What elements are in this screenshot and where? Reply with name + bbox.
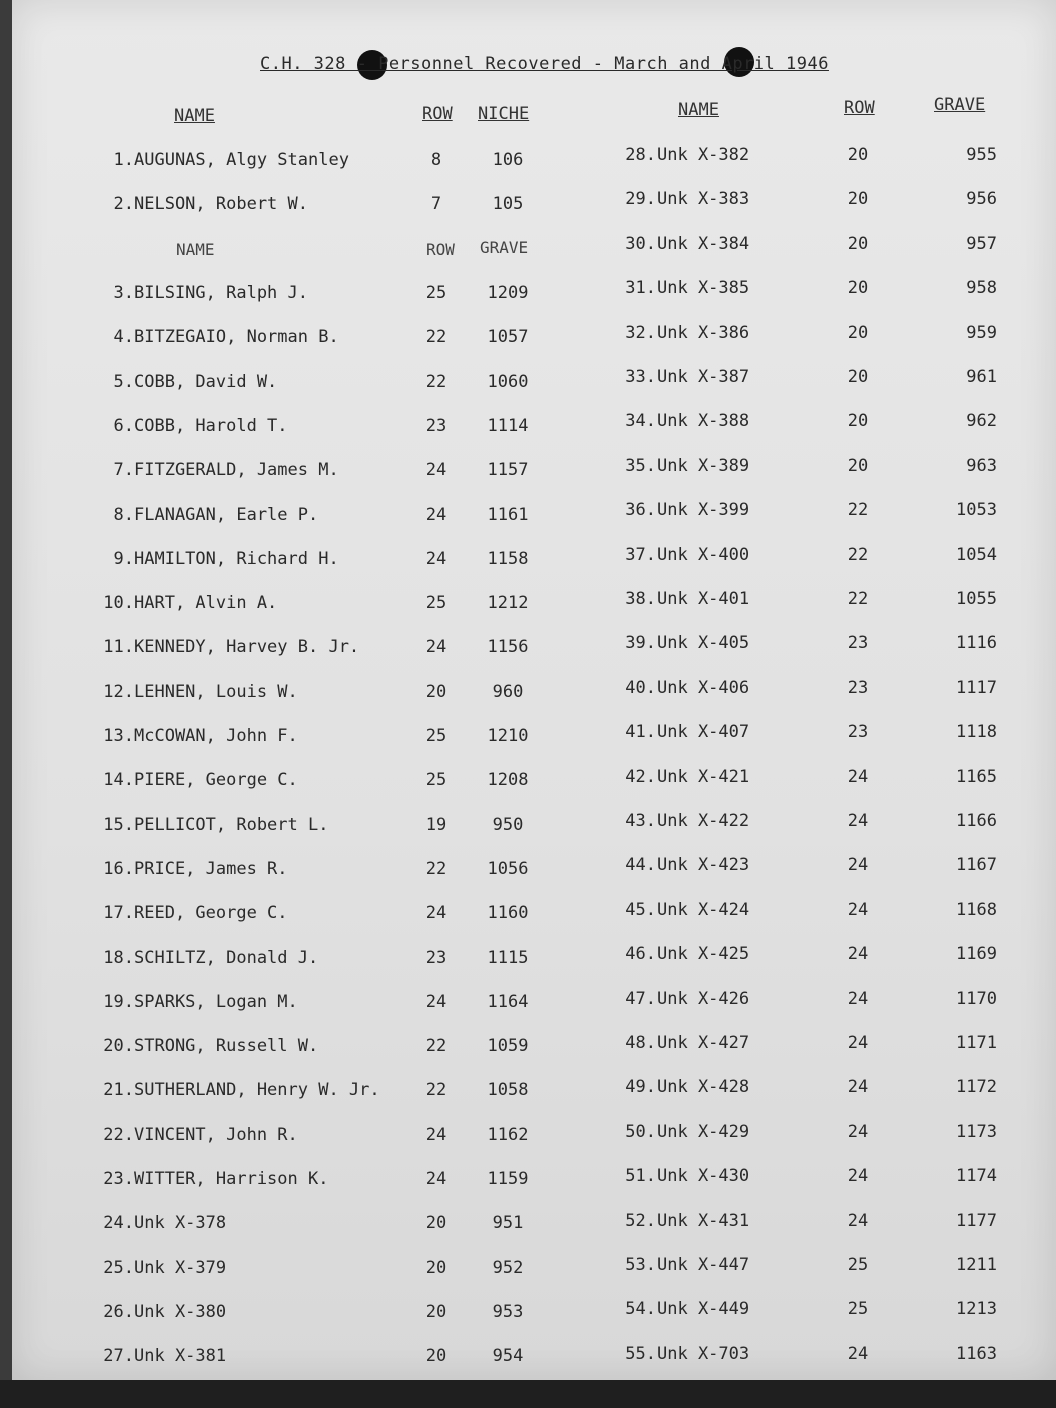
entry-grave: 1058 — [487, 1080, 529, 1101]
entry-number: 48. — [625, 1033, 656, 1053]
entry-row: 7 — [430, 194, 442, 215]
entry-number: 29. — [625, 189, 656, 210]
entry-row: 20 — [425, 1346, 447, 1367]
entry-name: HAMILTON, Richard H. — [134, 548, 339, 569]
entry-number: 30. — [625, 233, 656, 254]
entry-row: 20 — [425, 1301, 447, 1322]
entry-name: SCHILTZ, Donald J. — [134, 947, 319, 968]
entry-row: 20 — [425, 1257, 447, 1278]
entry-row: 20 — [847, 455, 869, 476]
entry-row: 20 — [425, 681, 447, 702]
entry-number: 13. — [103, 726, 134, 746]
entry-grave: 1170 — [956, 988, 997, 1009]
entry-row: 19 — [425, 814, 447, 835]
entry-name: Unk X-422 — [657, 811, 750, 831]
table-row — [12, 1033, 1056, 1057]
entry-number: 21. — [103, 1080, 134, 1101]
entry-row: 25 — [425, 726, 447, 746]
entry-name: Unk X-407 — [657, 722, 750, 743]
table-row — [12, 1166, 1056, 1190]
entry-name: McCOWAN, John F. — [134, 726, 298, 746]
entry-grave: 953 — [492, 1301, 524, 1322]
entry-number: 40. — [625, 677, 656, 698]
entry-number: 15. — [103, 814, 134, 835]
entry-grave: 1211 — [956, 1255, 997, 1275]
entry-number: 49. — [625, 1077, 656, 1098]
entry-grave: 958 — [966, 278, 997, 299]
entry-grave: 1053 — [956, 500, 997, 521]
entry-row: 22 — [425, 1036, 447, 1057]
entry-name: Unk X-405 — [657, 633, 750, 654]
entry-grave: 1173 — [956, 1121, 997, 1142]
entry-row: 24 — [425, 903, 447, 924]
table-row — [12, 589, 1056, 613]
entry-row: 23 — [847, 633, 869, 654]
entry-name: HART, Alvin A. — [134, 593, 278, 614]
entry-name: Unk X-386 — [657, 322, 750, 343]
entry-grave: 1156 — [487, 637, 529, 658]
entry-row: 22 — [425, 858, 447, 879]
entry-row: 24 — [847, 1077, 869, 1098]
entry-grave: 1059 — [487, 1036, 529, 1057]
entry-name: VINCENT, John R. — [134, 1124, 298, 1145]
entry-grave: 960 — [492, 681, 524, 702]
entry-row: 22 — [847, 544, 869, 565]
entry-number: 38. — [625, 589, 656, 609]
entry-row: 24 — [847, 1343, 869, 1364]
entry-grave: 1168 — [956, 899, 997, 920]
table-row — [12, 367, 1056, 391]
entry-number: 50. — [625, 1121, 656, 1142]
entry-row: 20 — [847, 411, 869, 432]
entry-name: PIERE, George C. — [134, 770, 298, 791]
entry-name: BILSING, Ralph J. — [134, 283, 308, 303]
table-row — [12, 722, 1056, 746]
entry-row: 23 — [425, 415, 447, 436]
entry-grave: 1208 — [487, 770, 529, 791]
entry-grave: 962 — [966, 411, 997, 432]
entry-row: 22 — [425, 1080, 447, 1101]
entry-name: STRONG, Russell W. — [134, 1036, 319, 1057]
entry-number: 35. — [625, 455, 656, 476]
table-row — [12, 1299, 1056, 1323]
entry-grave: 1162 — [487, 1124, 529, 1145]
entry-grave: 1163 — [956, 1343, 997, 1364]
entry-name: Unk X-421 — [657, 766, 750, 787]
entry-number: 14. — [103, 770, 134, 791]
entry-number: 19. — [103, 991, 134, 1012]
entry-number: 10. — [103, 593, 134, 614]
entry-number: 37. — [625, 544, 656, 565]
entry-grave: 1172 — [956, 1077, 997, 1098]
entry-grave: 955 — [966, 145, 997, 165]
entry-name: COBB, Harold T. — [134, 415, 288, 436]
entry-number: 39. — [625, 633, 656, 654]
background-strip — [0, 1380, 1056, 1408]
entry-name: Unk X-401 — [657, 589, 750, 609]
entry-number: 17. — [103, 903, 134, 924]
entry-name: KENNEDY, Harvey B. Jr. — [134, 637, 360, 658]
entry-name: Unk X-423 — [657, 855, 750, 876]
entry-grave: 1164 — [487, 991, 529, 1012]
entry-grave: 1165 — [956, 766, 997, 787]
entry-grave: 1114 — [487, 415, 529, 436]
table-row — [12, 811, 1056, 835]
entry-number: 44. — [625, 855, 656, 876]
entry-number: 12. — [103, 681, 134, 702]
entry-grave: 1158 — [487, 548, 529, 569]
entry-number: 32. — [625, 322, 656, 343]
entry-number: 31. — [625, 278, 656, 299]
entry-niche: 105 — [492, 194, 524, 215]
entry-row: 24 — [847, 1166, 869, 1187]
table-row — [12, 145, 1056, 169]
entry-row: 24 — [425, 637, 447, 658]
entry-row: 24 — [847, 899, 869, 920]
entry-grave: 954 — [492, 1346, 524, 1367]
entry-number: 6. — [113, 415, 134, 436]
table-row — [12, 323, 1056, 347]
entry-grave: 1157 — [487, 460, 529, 481]
table-row — [12, 1344, 1056, 1368]
entry-number: 8. — [113, 504, 134, 525]
entry-row: 23 — [847, 722, 869, 743]
entry-row: 25 — [847, 1299, 869, 1320]
entry-grave: 1210 — [487, 726, 529, 746]
entry-row: 24 — [847, 1033, 869, 1053]
entry-row: 20 — [847, 322, 869, 343]
entry-grave: 1159 — [487, 1169, 529, 1189]
entry-grave: 959 — [966, 322, 997, 343]
entry-number: 3. — [113, 283, 134, 303]
entry-number: 28. — [625, 145, 656, 165]
entry-name: AUGUNAS, Algy Stanley — [134, 150, 349, 170]
document-page — [12, 0, 1056, 1380]
entry-row: 25 — [425, 283, 447, 303]
entry-row: 24 — [847, 944, 869, 965]
entry-number: 26. — [103, 1301, 134, 1322]
entry-number: 33. — [625, 367, 656, 387]
table-row — [12, 500, 1056, 524]
entry-name: Unk X-449 — [657, 1299, 750, 1320]
entry-row: 23 — [425, 947, 447, 968]
table-row — [12, 944, 1056, 968]
entry-row: 24 — [425, 991, 447, 1012]
entry-row: 25 — [425, 593, 447, 614]
entry-name: COBB, David W. — [134, 371, 278, 392]
entry-row: 24 — [425, 504, 447, 525]
entry-name: Unk X-425 — [657, 944, 750, 965]
entry-name: Unk X-447 — [657, 1255, 750, 1275]
entry-grave: 1161 — [487, 504, 529, 525]
entry-number: 51. — [625, 1166, 656, 1187]
entry-grave: 1160 — [487, 903, 529, 924]
entry-name: Unk X-426 — [657, 988, 750, 1009]
entry-name: PELLICOT, Robert L. — [134, 814, 329, 835]
entry-number: 27. — [103, 1346, 134, 1367]
entry-number: 46. — [625, 944, 656, 965]
document-title: C.H. 328 - Personnel Recovered - March and April 1946 — [260, 54, 829, 74]
entry-number: 47. — [625, 988, 656, 1009]
entry-row: 20 — [425, 1213, 447, 1234]
header-left-row: ROW — [422, 104, 453, 124]
entry-grave: 963 — [966, 455, 997, 476]
entry-grave: 1169 — [956, 944, 997, 965]
entry-name: Unk X-383 — [657, 189, 750, 210]
entry-number: 45. — [625, 899, 656, 920]
entry-grave: 1167 — [956, 855, 997, 876]
entry-grave: 961 — [966, 367, 997, 387]
entry-row: 24 — [847, 766, 869, 787]
entry-grave: 952 — [492, 1257, 524, 1278]
entry-number: 1. — [113, 150, 134, 170]
table-row — [12, 855, 1056, 879]
entry-number: 5. — [113, 371, 134, 392]
entry-row: 24 — [847, 1210, 869, 1231]
entry-grave: 1056 — [487, 858, 529, 879]
entry-row: 22 — [847, 589, 869, 609]
subheader-row: ROW — [426, 240, 455, 259]
entry-name: Unk X-381 — [134, 1346, 227, 1367]
entry-grave: 1166 — [956, 811, 997, 831]
subheader-name: NAME — [176, 240, 215, 259]
entry-row: 24 — [847, 988, 869, 1009]
entry-name: LEHNEN, Louis W. — [134, 681, 298, 702]
entry-name: Unk X-380 — [134, 1301, 227, 1322]
header-right-grave: GRAVE — [934, 95, 986, 115]
table-row — [12, 678, 1056, 702]
entry-name: Unk X-400 — [657, 544, 750, 565]
entry-number: 9. — [113, 548, 134, 569]
entry-grave: 1117 — [956, 677, 997, 698]
header-left-niche: NICHE — [478, 104, 530, 124]
entry-name: Unk X-428 — [657, 1077, 750, 1098]
table-row — [12, 234, 1056, 258]
entry-row: 20 — [847, 278, 869, 299]
table-row — [12, 189, 1056, 213]
entry-name: PRICE, James R. — [134, 858, 288, 879]
table-row — [12, 1211, 1056, 1235]
entry-grave: 1174 — [956, 1166, 997, 1187]
entry-number: 25. — [103, 1257, 134, 1278]
table-row — [12, 900, 1056, 924]
entry-name: WITTER, Harrison K. — [134, 1169, 329, 1189]
table-row — [12, 767, 1056, 791]
entry-name: Unk X-382 — [657, 145, 750, 165]
entry-number: 11. — [103, 637, 134, 658]
entry-number: 20. — [103, 1036, 134, 1057]
entry-number: 18. — [103, 947, 134, 968]
entry-name: Unk X-429 — [657, 1121, 750, 1142]
entry-row: 24 — [847, 855, 869, 876]
entry-row: 22 — [425, 371, 447, 392]
entry-grave: 1171 — [956, 1033, 997, 1053]
table-row — [12, 456, 1056, 480]
entry-name: Unk X-379 — [134, 1257, 227, 1278]
entry-name: Unk X-703 — [657, 1343, 750, 1364]
entry-name: Unk X-406 — [657, 677, 750, 698]
entry-number: 7. — [113, 460, 134, 481]
entry-name: Unk X-430 — [657, 1166, 750, 1187]
entry-number: 22. — [103, 1124, 134, 1145]
entry-number: 43. — [625, 811, 656, 831]
entry-grave: 1115 — [487, 947, 529, 968]
entry-name: Unk X-387 — [657, 367, 750, 387]
entry-row: 22 — [847, 500, 869, 521]
table-row — [12, 545, 1056, 569]
entry-row: 20 — [847, 233, 869, 254]
entry-number: 42. — [625, 766, 656, 787]
entry-number: 41. — [625, 722, 656, 743]
table-row — [12, 278, 1056, 302]
entry-name: Unk X-431 — [657, 1210, 750, 1231]
entry-name: Unk X-378 — [134, 1213, 227, 1234]
entry-grave: 1213 — [956, 1299, 997, 1320]
entry-name: Unk X-389 — [657, 455, 750, 476]
entry-name: Unk X-384 — [657, 233, 750, 254]
entry-name: REED, George C. — [134, 903, 288, 924]
entry-number: 23. — [103, 1169, 134, 1189]
entry-row: 23 — [847, 677, 869, 698]
entry-name: SPARKS, Logan M. — [134, 991, 298, 1012]
entry-row: 8 — [430, 150, 442, 170]
entry-grave: 956 — [966, 189, 997, 210]
entry-grave: 951 — [492, 1213, 524, 1234]
table-row — [12, 633, 1056, 657]
table-row — [12, 1077, 1056, 1101]
entry-number: 16. — [103, 858, 134, 879]
entry-row: 24 — [425, 460, 447, 481]
entry-name: SUTHERLAND, Henry W. Jr. — [134, 1080, 380, 1101]
subheader-grave: GRAVE — [480, 238, 529, 257]
header-right-name: NAME — [678, 100, 719, 120]
entry-grave: 957 — [966, 233, 997, 254]
entry-name: FITZGERALD, James M. — [134, 460, 339, 481]
entry-row: 22 — [425, 327, 447, 348]
entry-name: Unk X-427 — [657, 1033, 750, 1053]
table-row — [12, 411, 1056, 435]
entry-number: 4. — [113, 327, 134, 348]
entry-grave: 1177 — [956, 1210, 997, 1231]
entry-grave: 1054 — [956, 544, 997, 565]
table-row — [12, 1255, 1056, 1279]
entry-grave: 1118 — [956, 722, 997, 743]
entry-number: 52. — [625, 1210, 656, 1231]
entry-number: 54. — [625, 1299, 656, 1320]
entry-name: Unk X-385 — [657, 278, 750, 299]
table-row — [12, 1122, 1056, 1146]
table-row — [12, 989, 1056, 1013]
header-right-row: ROW — [844, 98, 875, 118]
entry-grave: 950 — [492, 814, 524, 835]
entry-number: 53. — [625, 1255, 656, 1275]
entry-row: 25 — [847, 1255, 869, 1275]
entry-number: 36. — [625, 500, 656, 521]
entry-name: Unk X-388 — [657, 411, 750, 432]
entry-row: 24 — [425, 1124, 447, 1145]
entry-name: BITZEGAIO, Norman B. — [134, 327, 339, 348]
entry-grave: 1055 — [956, 589, 997, 609]
entry-name: Unk X-424 — [657, 899, 750, 920]
entry-row: 20 — [847, 367, 869, 387]
entry-number: 24. — [103, 1213, 134, 1234]
entry-name: NELSON, Robert W. — [134, 194, 308, 215]
entry-niche: 106 — [492, 150, 524, 170]
entry-number: 55. — [625, 1343, 656, 1364]
entry-row: 24 — [847, 1121, 869, 1142]
header-left-name: NAME — [174, 106, 215, 126]
entry-grave: 1209 — [487, 283, 529, 303]
entry-name: Unk X-399 — [657, 500, 750, 521]
entry-row: 24 — [425, 1169, 447, 1189]
entry-grave: 1116 — [956, 633, 997, 654]
entry-row: 20 — [847, 145, 869, 165]
entry-grave: 1060 — [487, 371, 529, 392]
entry-row: 24 — [847, 811, 869, 831]
entry-row: 25 — [425, 770, 447, 791]
entry-name: FLANAGAN, Earle P. — [134, 504, 319, 525]
entry-grave: 1212 — [487, 593, 529, 614]
entry-number: 2. — [113, 194, 134, 215]
entry-number: 34. — [625, 411, 656, 432]
entry-row: 24 — [425, 548, 447, 569]
entry-grave: 1057 — [487, 327, 529, 348]
entry-row: 20 — [847, 189, 869, 210]
